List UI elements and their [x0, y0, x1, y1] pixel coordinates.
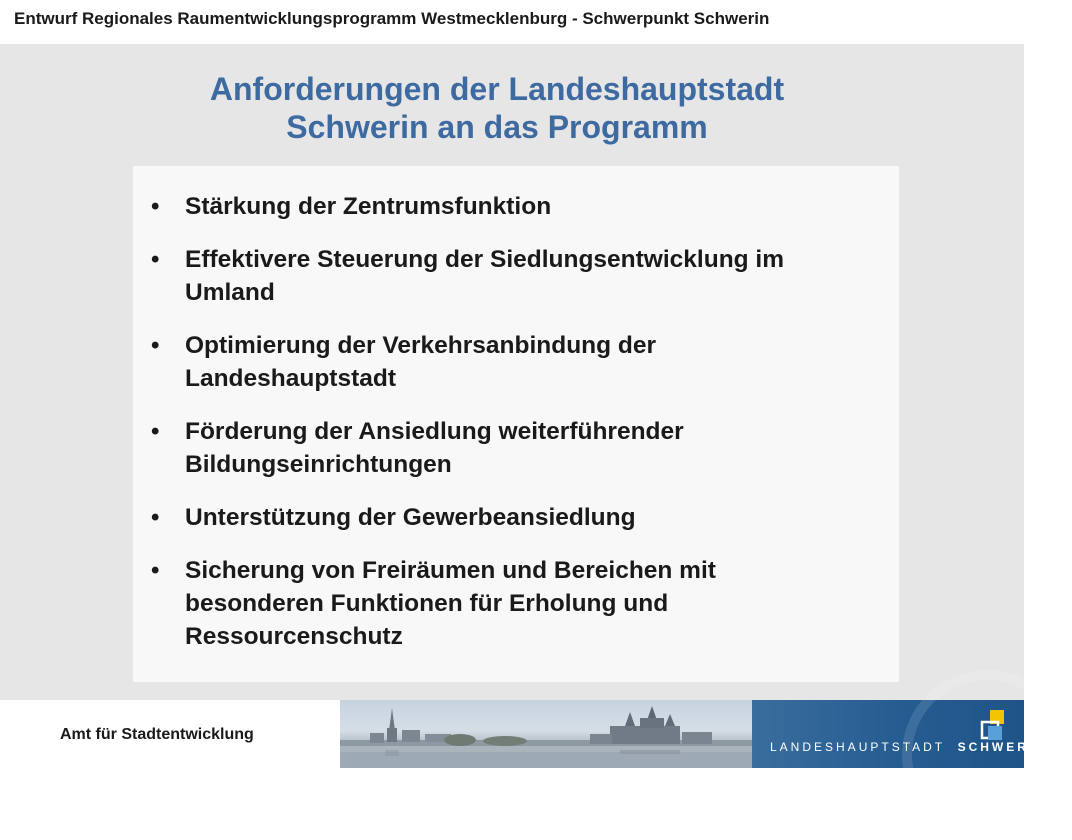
header-title: Entwurf Regionales Raumentwicklungsprogramm Westmecklenburg - Schwerpunkt Schwerin: [14, 9, 770, 28]
footer-bar: [0, 700, 1047, 768]
bullet-text: Förderung der Ansiedlung weiterführender: [185, 418, 684, 445]
brand-city: SCHWERIN: [957, 740, 1047, 754]
slide-title-line2: Schwerin an das Programm: [286, 109, 708, 145]
bullet-item: [133, 190, 899, 223]
city-skyline-image: [340, 700, 760, 768]
bullet-text-cont: Bildungseinrichtungen: [185, 451, 452, 478]
bullet-list: [133, 190, 899, 673]
bullet-text: Optimierung der Verkehrsanbindung der: [185, 332, 657, 359]
department-label: Amt für Stadtentwicklung: [60, 726, 254, 743]
bullet-text-cont: Ressourcenschutz: [185, 623, 403, 650]
bullet-item: [133, 329, 899, 395]
bullet-dot: •: [151, 418, 160, 445]
slide-title: [0, 70, 994, 146]
bullet-dot: •: [151, 246, 160, 273]
bullet-item: [133, 554, 899, 653]
bullet-item: [133, 243, 899, 309]
bullet-dot: •: [151, 332, 160, 359]
slide-title-line1: Anforderungen der Landeshauptstadt: [209, 71, 785, 107]
bullet-text-cont: besonderen Funktionen für Erholung und: [185, 590, 669, 617]
bullet-dot: •: [151, 504, 160, 531]
bullet-text-cont: Landeshauptstadt: [185, 365, 396, 392]
content-box: [133, 166, 899, 682]
bullet-text: Effektivere Steuerung der Siedlungsentwicklung im: [185, 246, 785, 273]
bullet-text-cont: Umland: [185, 279, 275, 306]
skyline-illustration: [340, 700, 760, 768]
bullet-text: Stärkung der Zentrumsfunktion: [185, 193, 552, 220]
header-bar: [0, 0, 1024, 44]
brand-panel: [752, 700, 1047, 768]
bullet-item: [133, 501, 899, 534]
bullet-text: Sicherung von Freiräumen und Bereichen mit: [185, 557, 716, 584]
bullet-text: Unterstützung der Gewerbeansiedlung: [185, 504, 636, 531]
seal-watermark: [902, 670, 1072, 840]
bullet-dot: •: [151, 557, 160, 584]
brand-prefix: LANDESHAUPTSTADT: [770, 740, 945, 754]
schwerin-logo-icon: [980, 710, 1010, 744]
bullet-dot: •: [151, 193, 160, 220]
bullet-item: [133, 415, 899, 481]
